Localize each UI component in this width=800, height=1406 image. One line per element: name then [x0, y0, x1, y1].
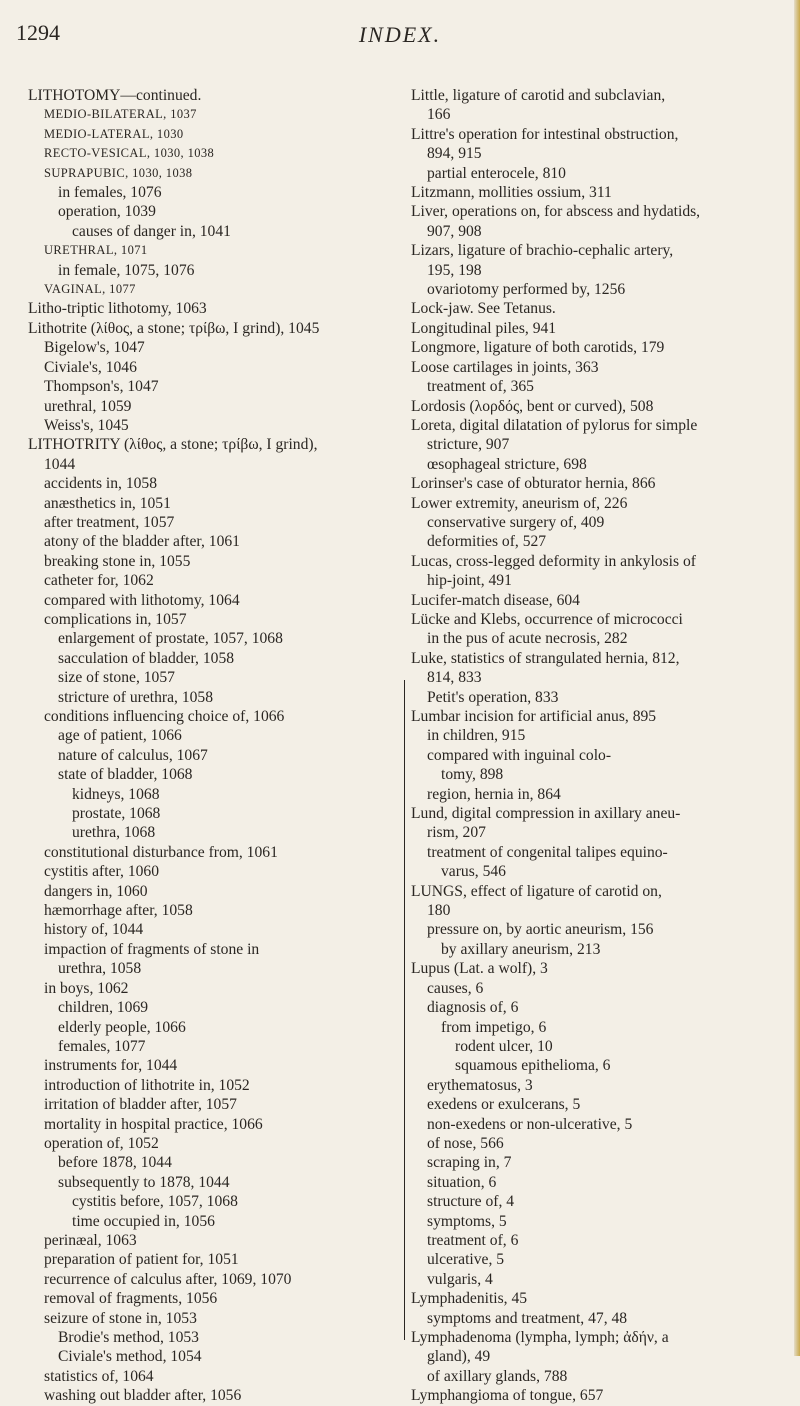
index-entry: scraping in, 7: [427, 1154, 512, 1172]
index-entry: Brodie's method, 1053: [58, 1329, 199, 1346]
index-entry: Lymphangioma of tongue, 657: [411, 1387, 604, 1405]
column-divider: [404, 680, 405, 1340]
index-entry: causes, 6: [427, 979, 484, 997]
index-entry: Lock-jaw. See Tetanus.: [411, 300, 556, 318]
index-entry: erythematosus, 3: [427, 1076, 533, 1094]
index-entry: diagnosis of, 6: [427, 999, 519, 1017]
index-entry: perinæal, 1063: [44, 1231, 137, 1249]
index-entry: hæmorrhage after, 1058: [44, 902, 193, 920]
index-entry: females, 1077: [58, 1037, 146, 1055]
index-column-left: [28, 86, 412, 1406]
index-entry: 894, 915: [427, 145, 482, 163]
index-entry: Longmore, ligature of both carotids, 179: [411, 339, 665, 357]
index-entry: pressure on, by aortic aneurism, 156: [427, 921, 654, 939]
index-entry: causes of danger in, 1041: [72, 222, 231, 240]
index-entry: accidents in, 1058: [44, 475, 158, 493]
index-entry: subsequently to 1878, 1044: [58, 1173, 230, 1191]
index-entry: washing out bladder after, 1056: [44, 1387, 242, 1405]
index-entry: conservative surgery of, 409: [427, 513, 605, 531]
index-entry: in female, 1075, 1076: [58, 261, 195, 279]
index-entry: ulcerative, 5: [427, 1251, 505, 1269]
index-entry: squamous epithelioma, 6: [455, 1057, 611, 1075]
index-entry: urethral, 1059: [44, 397, 132, 415]
index-entry: seizure of stone in, 1053: [44, 1309, 197, 1327]
index-entry: prostate, 1068: [72, 805, 161, 823]
index-entry: recurrence of calculus after, 1069, 1070: [44, 1270, 292, 1288]
index-entry: of nose, 566: [427, 1134, 504, 1152]
index-entry: compared with inguinal colo-: [427, 746, 612, 764]
index-entry: Lucifer-match disease, 604: [411, 591, 580, 609]
index-entry: compared with lithotomy, 1064: [44, 591, 240, 609]
index-entry: Loose cartilages in joints, 363: [411, 358, 599, 376]
index-entry: after treatment, 1057: [44, 513, 175, 531]
index-entry: URETHRAL, 1071: [44, 243, 148, 258]
index-entry: exedens or exulcerans, 5: [427, 1096, 581, 1114]
index-entry: œsophageal stricture, 698: [427, 455, 587, 473]
index-entry: ovariotomy performed by, 1256: [427, 281, 626, 299]
index-entry: hip-joint, 491: [427, 572, 512, 590]
index-entry: breaking stone in, 1055: [44, 552, 191, 570]
index-entry: irritation of bladder after, 1057: [44, 1096, 237, 1114]
index-entry: in children, 915: [427, 727, 526, 745]
index-entry: deformities of, 527: [427, 533, 547, 551]
index-entry: situation, 6: [427, 1173, 497, 1191]
index-entry: anæsthetics in, 1051: [44, 494, 171, 512]
index-entry: partial enterocele, 810: [427, 164, 566, 182]
index-entry: rism, 207: [427, 824, 486, 842]
index-entry: Litho-triptic lithotomy, 1063: [28, 300, 207, 318]
index-entry: size of stone, 1057: [58, 669, 175, 687]
index-entry: time occupied in, 1056: [72, 1212, 215, 1230]
index-entry: Loreta, digital dilatation of pylorus for simple: [411, 416, 698, 434]
index-entry: tomy, 898: [441, 766, 504, 784]
index-entry: 180: [427, 902, 451, 920]
index-entry: stricture of urethra, 1058: [58, 688, 214, 706]
index-entry: elderly people, 1066: [58, 1018, 186, 1036]
index-entry: varus, 546: [441, 863, 506, 881]
index-column-right: [411, 86, 795, 1406]
index-entry: Luke, statistics of strangulated hernia, 812,: [411, 649, 680, 667]
index-entry: cystitis before, 1057, 1068: [72, 1193, 238, 1211]
index-entry: treatment of congenital talipes equino-: [427, 843, 668, 861]
index-entry: sacculation of bladder, 1058: [58, 649, 235, 667]
index-entry: catheter for, 1062: [44, 572, 154, 590]
index-entry: introduction of lithotrite in, 1052: [44, 1076, 250, 1094]
index-entry: non-exedens or non-ulcerative, 5: [427, 1115, 633, 1133]
index-entry: impaction of fragments of stone in: [44, 940, 260, 958]
index-entry: MEDIO-BILATERAL, 1037: [44, 107, 197, 122]
index-entry: LUNGS, effect of ligature of carotid on,: [411, 882, 662, 900]
index-entry: removal of fragments, 1056: [44, 1290, 218, 1308]
index-entry: in the pus of acute necrosis, 282: [427, 630, 628, 648]
index-entry: dangers in, 1060: [44, 882, 148, 900]
index-entry: Lupus (Lat. a wolf), 3: [411, 960, 548, 978]
index-entry: age of patient, 1066: [58, 727, 182, 745]
index-entry: Lymphadenitis, 45: [411, 1290, 528, 1308]
index-entry: Lumbar incision for artificial anus, 895: [411, 708, 657, 725]
index-entry: Lorinser's case of obturator hernia, 866: [411, 475, 656, 493]
index-entry: structure of, 4: [427, 1193, 515, 1211]
index-entry: urethra, 1058: [58, 960, 142, 978]
index-entry: conditions influencing choice of, 1066: [44, 708, 285, 725]
index-entry: Longitudinal piles, 941: [411, 319, 557, 337]
index-entry: Petit's operation, 833: [427, 688, 559, 706]
index-entry: kidneys, 1068: [72, 785, 160, 803]
index-entry: in females, 1076: [58, 184, 162, 202]
index-entry: nature of calculus, 1067: [58, 746, 208, 764]
index-entry: symptoms and treatment, 47, 48: [427, 1309, 628, 1327]
index-entry: urethra, 1068: [72, 824, 156, 842]
index-entry: treatment of, 6: [427, 1231, 519, 1249]
index-entry: 814, 833: [427, 669, 482, 687]
index-entry: SUPRAPUBIC, 1030, 1038: [44, 165, 193, 180]
index-entry: rodent ulcer, 10: [455, 1037, 553, 1055]
index-entry: children, 1069: [58, 999, 149, 1017]
index-entry: operation of, 1052: [44, 1134, 159, 1152]
index-entry: enlargement of prostate, 1057, 1068: [58, 630, 283, 648]
index-entry: treatment of, 365: [427, 378, 534, 396]
index-entry: RECTO-VESICAL, 1030, 1038: [44, 146, 215, 161]
running-head: INDEX.: [358, 22, 442, 47]
index-entry: before 1878, 1044: [58, 1154, 172, 1172]
index-entry: Weiss's, 1045: [44, 416, 129, 434]
index-entry: 1044: [44, 455, 76, 473]
index-entry: Lucas, cross-legged deformity in ankylosis of: [411, 552, 696, 570]
index-entry: VAGINAL, 1077: [44, 282, 136, 297]
index-entry: Little, ligature of carotid and subclavian,: [411, 87, 666, 104]
index-entry: vulgaris, 4: [427, 1270, 493, 1288]
index-entry: by axillary aneurism, 213: [441, 940, 601, 958]
index-entry: operation, 1039: [58, 203, 156, 221]
index-entry: Littre's operation for intestinal obstruction,: [411, 125, 679, 143]
index-entry: Lizars, ligature of brachio-cephalic artery,: [411, 242, 674, 260]
index-entry: history of, 1044: [44, 921, 144, 939]
index-entry: Lymphadenoma (lympha, lymph; ἀδήν, a: [411, 1329, 669, 1346]
index-entry: symptoms, 5: [427, 1212, 507, 1230]
index-entry: mortality in hospital practice, 1066: [44, 1115, 263, 1133]
index-entry: of axillary glands, 788: [427, 1367, 568, 1385]
index-entry: Lower extremity, aneurism of, 226: [411, 494, 628, 512]
index-entry: region, hernia in, 864: [427, 785, 561, 803]
index-entry: atony of the bladder after, 1061: [44, 533, 240, 551]
index-entry: stricture, 907: [427, 436, 510, 454]
index-entry: Lund, digital compression in axillary aneu-: [411, 805, 681, 823]
index-entry: 907, 908: [427, 222, 482, 240]
index-entry: in boys, 1062: [44, 979, 129, 997]
index-entry: state of bladder, 1068: [58, 766, 193, 784]
index-entry: Litzmann, mollities ossium, 311: [411, 184, 612, 202]
index-entry: 166: [427, 106, 451, 124]
index-entry: instruments for, 1044: [44, 1057, 178, 1075]
index-entry: complications in, 1057: [44, 610, 187, 628]
index-entry: Lordosis (λορδός, bent or curved), 508: [411, 397, 654, 415]
index-entry: gland), 49: [427, 1348, 491, 1366]
index-entry: preparation of patient for, 1051: [44, 1251, 239, 1269]
index-entry: LITHOTRITY (λίθος, a stone; τρίβω, I grind),: [28, 436, 318, 454]
index-entry: MEDIO-LATERAL, 1030: [44, 126, 184, 141]
index-entry: LITHOTOMY—continued.: [28, 87, 202, 104]
page-number: 1294: [16, 20, 60, 45]
index-entry: Lithotrite (λίθος, a stone; τρίβω, I grind), 1045: [28, 319, 320, 337]
index-entry: constitutional disturbance from, 1061: [44, 843, 278, 861]
index-entry: Civiale's method, 1054: [58, 1348, 202, 1366]
index-entry: Bigelow's, 1047: [44, 339, 145, 357]
index-entry: Liver, operations on, for abscess and hydatids,: [411, 203, 701, 221]
page-edge: [794, 0, 800, 1356]
index-entry: statistics of, 1064: [44, 1367, 154, 1385]
index-entry: Thompson's, 1047: [44, 378, 159, 396]
index-entry: 195, 198: [427, 261, 482, 279]
index-entry: cystitis after, 1060: [44, 863, 160, 881]
index-entry: Lücke and Klebs, occurrence of micrococci: [411, 610, 683, 628]
index-entry: from impetigo, 6: [441, 1018, 547, 1036]
index-entry: Civiale's, 1046: [44, 358, 137, 376]
